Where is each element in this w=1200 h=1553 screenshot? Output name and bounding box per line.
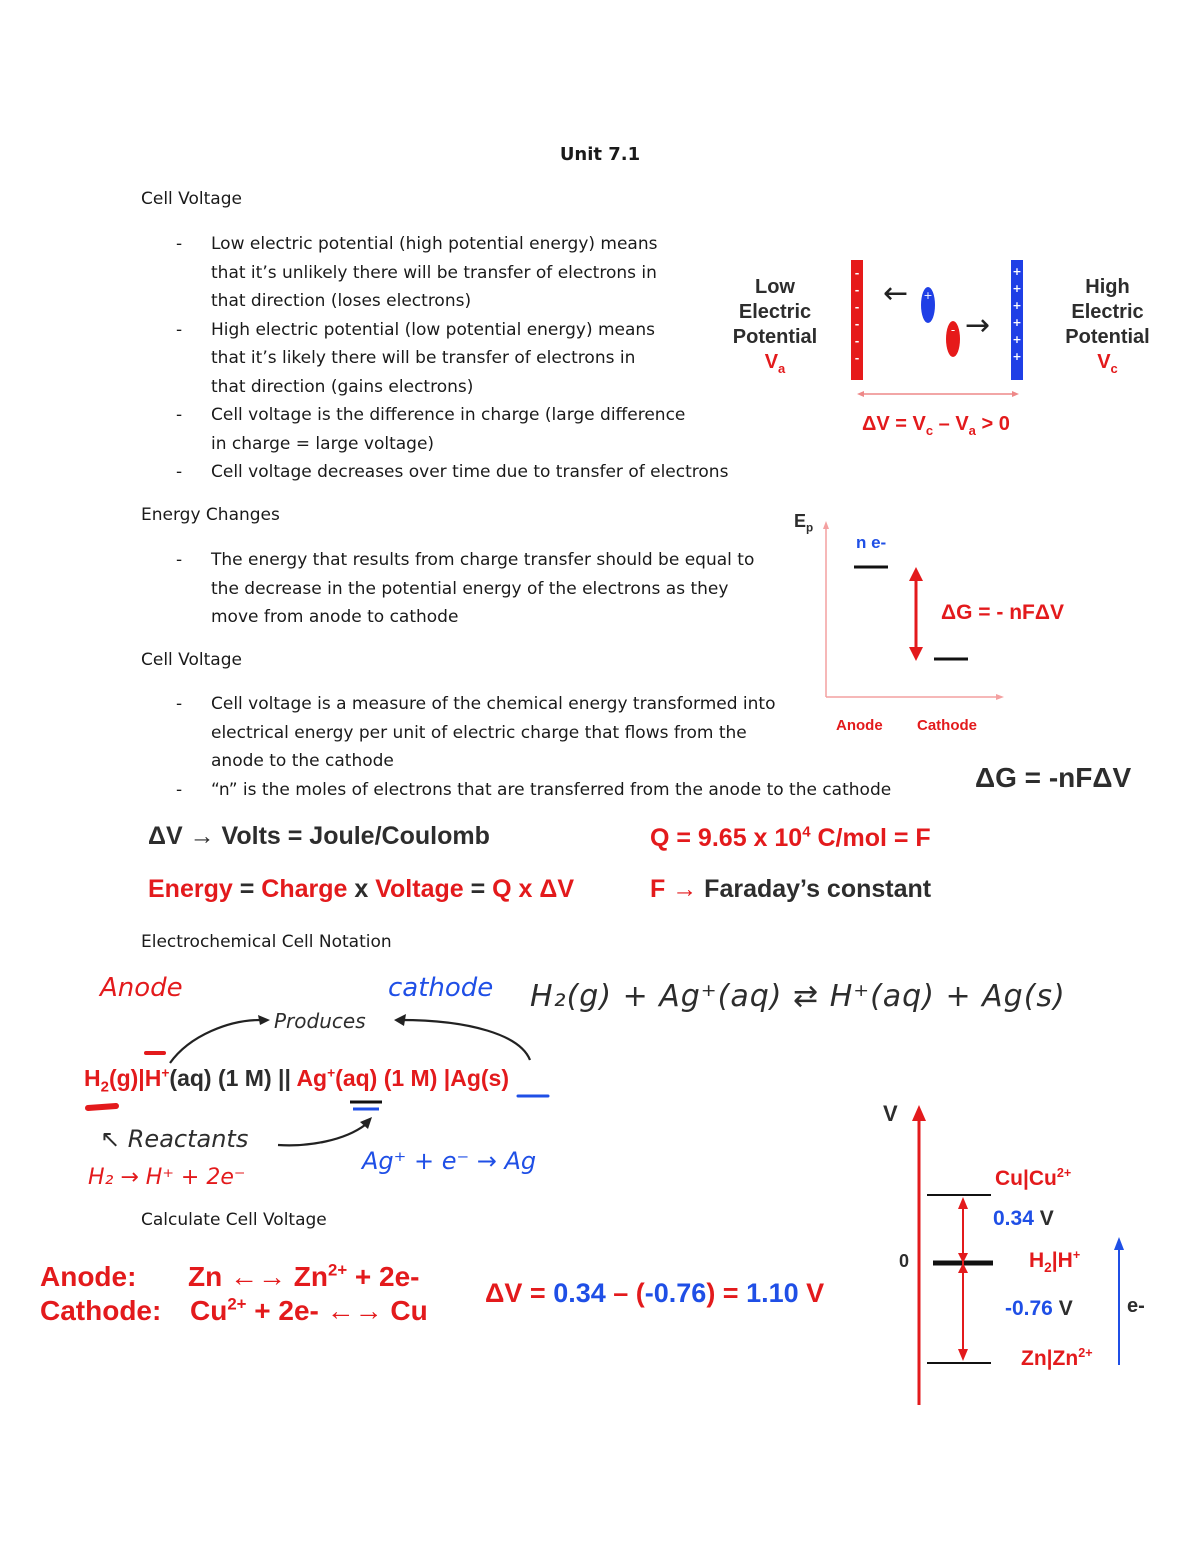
section-heading-cell-voltage-2: Cell Voltage: [141, 650, 242, 670]
cathode-half-reaction: Ag⁺ + e⁻ → Ag: [362, 1147, 537, 1175]
anode-equation: Zn ←→ $Zn^{2+} + 2e-$: [188, 1260, 420, 1292]
cathode-label: Cathode:: [40, 1295, 162, 1326]
bullet-item: - Cell voltage is a measure of the chemical energy transformed into electrical energy per unit of electric charge that flows from the anode to the cathode: [141, 690, 791, 776]
arrow-left-icon: ←: [883, 276, 909, 311]
anode-label: Anode:: [40, 1261, 137, 1292]
negative-plate-signs: - - - - - -: [854, 267, 860, 365]
cathode-equation: $Cu^{2+} + 2e-$ ←→ Cu: [190, 1294, 428, 1326]
half-reactions: [40, 1260, 428, 1328]
faraday-constant-label: F → Faraday’s constant: [650, 875, 932, 903]
arrow-right-icon: →: [965, 308, 991, 343]
energy-formula: Energy = Charge x Voltage = Q x ΔV: [148, 875, 575, 903]
cell-voltage-calculation: ΔV = 0.34 – (-0.76) = 1.10 V: [485, 1278, 825, 1308]
cell-notation: $H_2(g)|H^+(aq)$ (1 M) || Ag+(aq) (1 M) |Ag(s): [84, 1065, 510, 1096]
anode-axis-label: Anode: [836, 717, 883, 734]
zinc-couple-label: $Zn|Zn^{2+}$: [1021, 1346, 1093, 1370]
bullet-item: - Low electric potential (high potential energy) means that it’s unlikely there will be transfer of electrons in that direction (loses electrons): [141, 230, 661, 316]
energy-changes-bullets: [141, 546, 781, 632]
section-heading-energy-changes: Energy Changes: [141, 505, 280, 525]
voltage-ladder: [875, 1095, 1165, 1410]
negative-charge: -: [946, 321, 960, 357]
overall-reaction: H₂(g) + Ag⁺(aq) ⇄ H⁺(aq) + Ag(s): [530, 979, 1066, 1014]
electric-potential-figure: [715, 255, 1165, 450]
electron-flow-label: e-: [1127, 1295, 1145, 1317]
high-potential-label: High Electric Potential $V_c$: [1065, 276, 1150, 376]
zero-label: 0: [899, 1251, 910, 1271]
positive-charge: +: [921, 287, 935, 323]
section-heading-calculate: Calculate Cell Voltage: [141, 1210, 327, 1230]
hydrogen-couple-label: $H_2|H^+$: [1029, 1248, 1081, 1276]
cathode-axis-label: Cathode: [917, 717, 977, 734]
voltage-axis: [875, 1095, 1165, 1410]
copper-couple-label: $Cu|Cu^{2+}$: [995, 1166, 1072, 1190]
voltage-axis-label: V: [883, 1101, 898, 1126]
ep-axis-label: $E_p$: [794, 511, 814, 535]
zinc-potential: -0.76 V: [1005, 1297, 1073, 1320]
n-electrons-label: n e-: [856, 533, 887, 552]
section-heading-cell-notation: Electrochemical Cell Notation: [141, 932, 392, 952]
bullet-item: - Cell voltage decreases over time due to transfer of electrons: [141, 458, 771, 487]
bullet-item: - The energy that results from charge transfer should be equal to the decrease in the potential energy of the electrons as they move from anode to cathode: [141, 546, 781, 632]
bullet-item: - Cell voltage is the difference in charge (large difference in charge = large voltage): [141, 401, 691, 458]
low-potential-label: Low Electric Potential $V_a$: [732, 276, 818, 376]
cell-voltage-bullets: [141, 230, 761, 487]
produces-annotation: Produces: [274, 1009, 366, 1033]
bullet-item: - “n” is the moles of electrons that are transferred from the anode to the cathode: [141, 776, 991, 805]
volts-formula: ΔV → Volts = Joule/Coulomb: [148, 822, 490, 850]
faraday-value: Q = 9.65 x $10^4$ C/mol = F: [650, 823, 931, 852]
cathode-annotation: cathode: [388, 973, 494, 1003]
anode-annotation: Anode: [100, 973, 183, 1003]
section-heading-cell-voltage: Cell Voltage: [141, 189, 242, 209]
positive-plate-signs: + + + + + +: [1012, 265, 1022, 363]
page-title: Unit 7.1: [559, 144, 641, 165]
cell-voltage-2-bullets: [141, 690, 991, 804]
copper-potential: 0.34 V: [993, 1207, 1054, 1230]
anode-half-reaction: H₂ → H⁺ + 2e⁻: [88, 1165, 246, 1190]
reactants-annotation: ↖ Reactants: [100, 1125, 249, 1153]
delta-g-formula: ΔG = -nFΔV: [975, 762, 1132, 793]
bullet-item: - High electric potential (low potential energy) means that it’s likely there will be transfer of electrons in that direction (gains electrons): [141, 316, 661, 402]
delta-v-equation: $\Delta V = V_c - V_a > 0$: [862, 413, 1010, 438]
delta-g-label: ΔG = - nFΔV: [941, 601, 1064, 624]
